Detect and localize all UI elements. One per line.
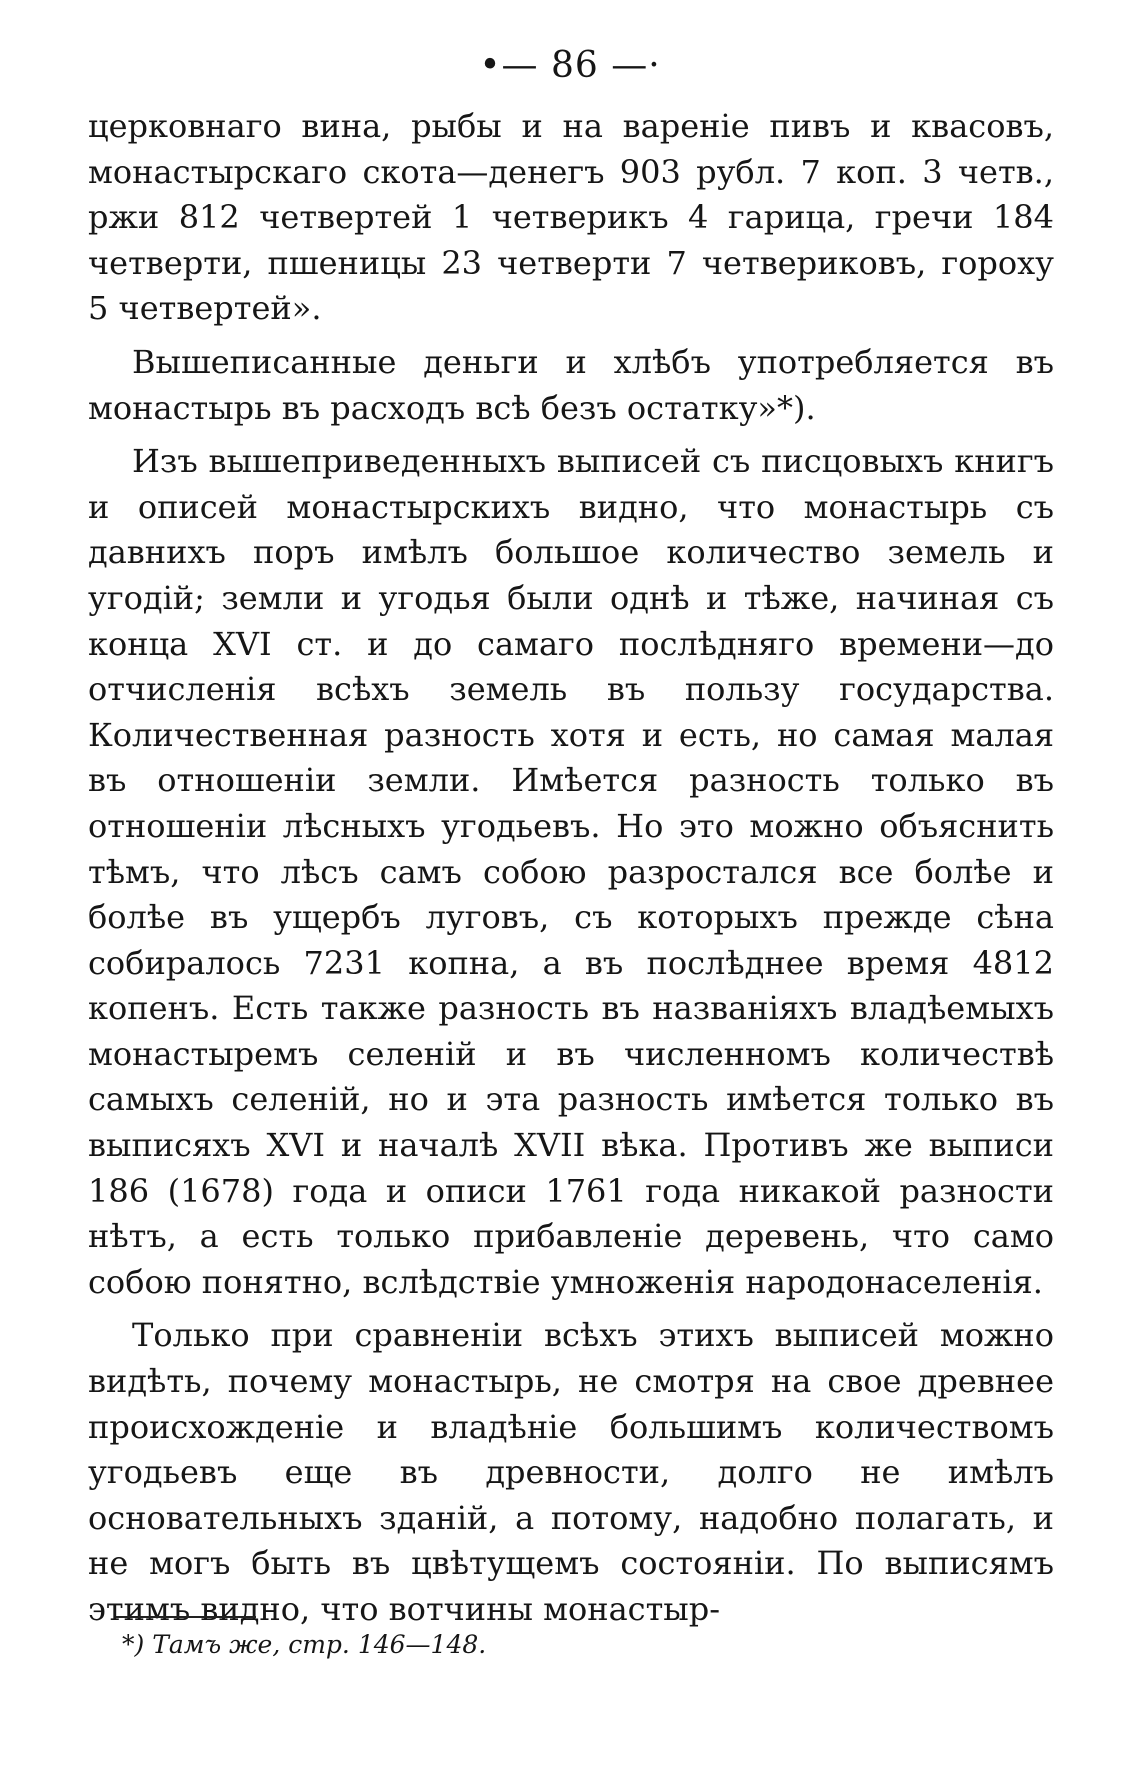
page-number-header: •— 86 —· (479, 45, 661, 86)
paragraph: Вышеписанные деньги и хлѣбъ употребляется въ монастырь въ расходъ всѣ безъ остатку»*). (88, 342, 1054, 427)
paragraph: Только при сравненіи всѣхъ этихъ выписей можно видѣть, почему монастырь, не смотря на свое древнее происхожденіе и владѣніе большимъ количествомъ угодьевъ еще въ древности, долго не имѣлъ основательныхъ зданій, а потому, надобно полагать, и не могъ быть въ цвѣтущемъ состояніи. По выписямъ этимъ видно, что вотчины монастыр- (88, 1316, 1054, 1628)
paragraph: церковнаго вина, рыбы и на вареніе пивъ и квасовъ, монастырскаго скота—денегъ 903 рубл. 7 коп. 3 четв., ржи 812 четвертей 1 четверикъ 4 гарица, гречи 184 четверти, пшеницы 23 четверти 7 четвериковъ, гороху 5 четвертей». (88, 107, 1054, 328)
footnote: *) Тамъ же, стр. 146—148. (122, 1630, 487, 1659)
footnote-divider (116, 1616, 256, 1618)
paragraph: Изъ вышеприведенныхъ выписей съ писцовыхъ книгъ и описей монастырскихъ видно, что монастырь съ давнихъ поръ имѣлъ большое количество земель и угодій; земли и угодья были однѣ и тѣже, начиная съ конца XVI ст. и до самаго послѣдняго времени—до отчисленія всѣхъ земель въ пользу государства. Количественная разность хотя и есть, но самая малая въ отношеніи земли. Имѣется разность только въ отношеніи лѣсныхъ угодьевъ. Но это можно объяснить тѣмъ, что лѣсъ самъ собою разростался все болѣе и болѣе въ ущербъ луговъ, съ которыхъ прежде сѣна собиралось 7231 копна, а въ послѣднее время 4812 копенъ. Есть также разность въ названіяхъ владѣемыхъ монастыремъ селеній и въ численномъ количествѣ самыхъ селеній, но и эта разность имѣется только въ выписяхъ XVI и началѣ XVII вѣка. Противъ же выписи 186 (1678) года и описи 1761 года никакой разности нѣтъ, а есть только прибавленіе деревень, что само собою понятно, вслѣдствіе умноженія народонаселенія. (88, 442, 1054, 1301)
body-text (88, 104, 1054, 1641)
